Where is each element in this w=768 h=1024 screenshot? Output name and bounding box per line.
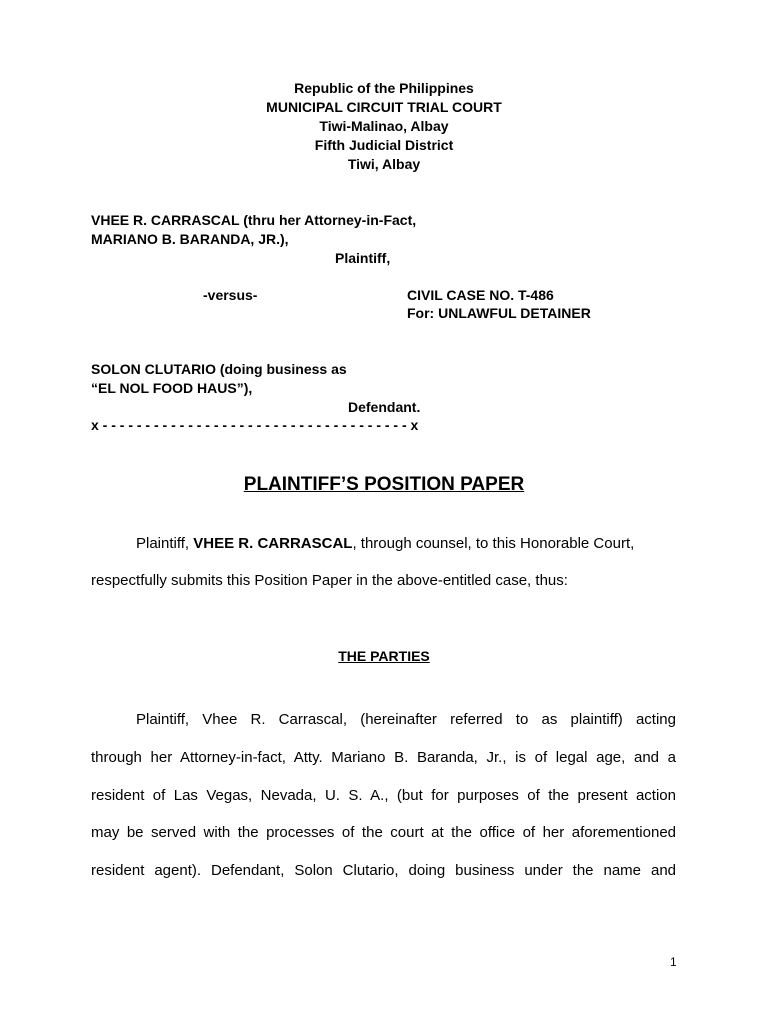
parties-line-4: may be served with the processes of the court at the office of her aforementioned [91, 824, 676, 841]
plaintiff-attorney: MARIANO B. BARANDA, JR.), [91, 231, 289, 247]
section-heading-parties: THE PARTIES [338, 648, 430, 664]
plaintiff-role: Plaintiff, [335, 250, 391, 266]
intro-line-1 [136, 534, 634, 554]
intro-plaintiff-name: VHEE R. CARRASCAL [193, 535, 353, 552]
header-republic: Republic of the Philippines [294, 80, 474, 96]
versus-label: -versus- [203, 287, 258, 303]
header-court: MUNICIPAL CIRCUIT TRIAL COURT [266, 99, 502, 115]
document-title: PLAINTIFF’S POSITION PAPER [243, 474, 525, 495]
page-number: 1 [670, 955, 677, 969]
intro-text-pre: Plaintiff, [136, 535, 194, 552]
parties-line-1: Plaintiff, Vhee R. Carrascal, (hereinafter referred to as plaintiff) acting [136, 711, 676, 728]
intro-line-2: respectfully submits this Position Paper in the above-entitled case, thus: [91, 572, 568, 589]
parties-line-5: resident agent). Defendant, Solon Clutario, doing business under the name and [91, 862, 676, 879]
defendant-role: Defendant. [348, 399, 421, 415]
parties-line-3: resident of Las Vegas, Nevada, U. S. A., (but for purposes of the present action [91, 787, 676, 804]
plaintiff-name: VHEE R. CARRASCAL (thru her Attorney-in-Fact, [91, 212, 417, 228]
defendant-business: “EL NOL FOOD HAUS”), [91, 380, 253, 396]
caption-separator: x - - - - - - - - - - - - - - - - - - - - - - - - - - - - - - - - - - - - x [91, 417, 419, 433]
case-nature: For: UNLAWFUL DETAINER [407, 305, 591, 321]
parties-line-2: through her Attorney-in-fact, Atty. Mariano B. Baranda, Jr., is of legal age, and a [91, 749, 676, 766]
header-district: Fifth Judicial District [314, 137, 454, 153]
header-location: Tiwi-Malinao, Albay [319, 118, 449, 134]
case-number: CIVIL CASE NO. T-486 [407, 287, 554, 303]
intro-text-post: , through counsel, to this Honorable Court, [352, 535, 635, 552]
header-town: Tiwi, Albay [347, 156, 421, 172]
defendant-name: SOLON CLUTARIO (doing business as [91, 361, 347, 377]
